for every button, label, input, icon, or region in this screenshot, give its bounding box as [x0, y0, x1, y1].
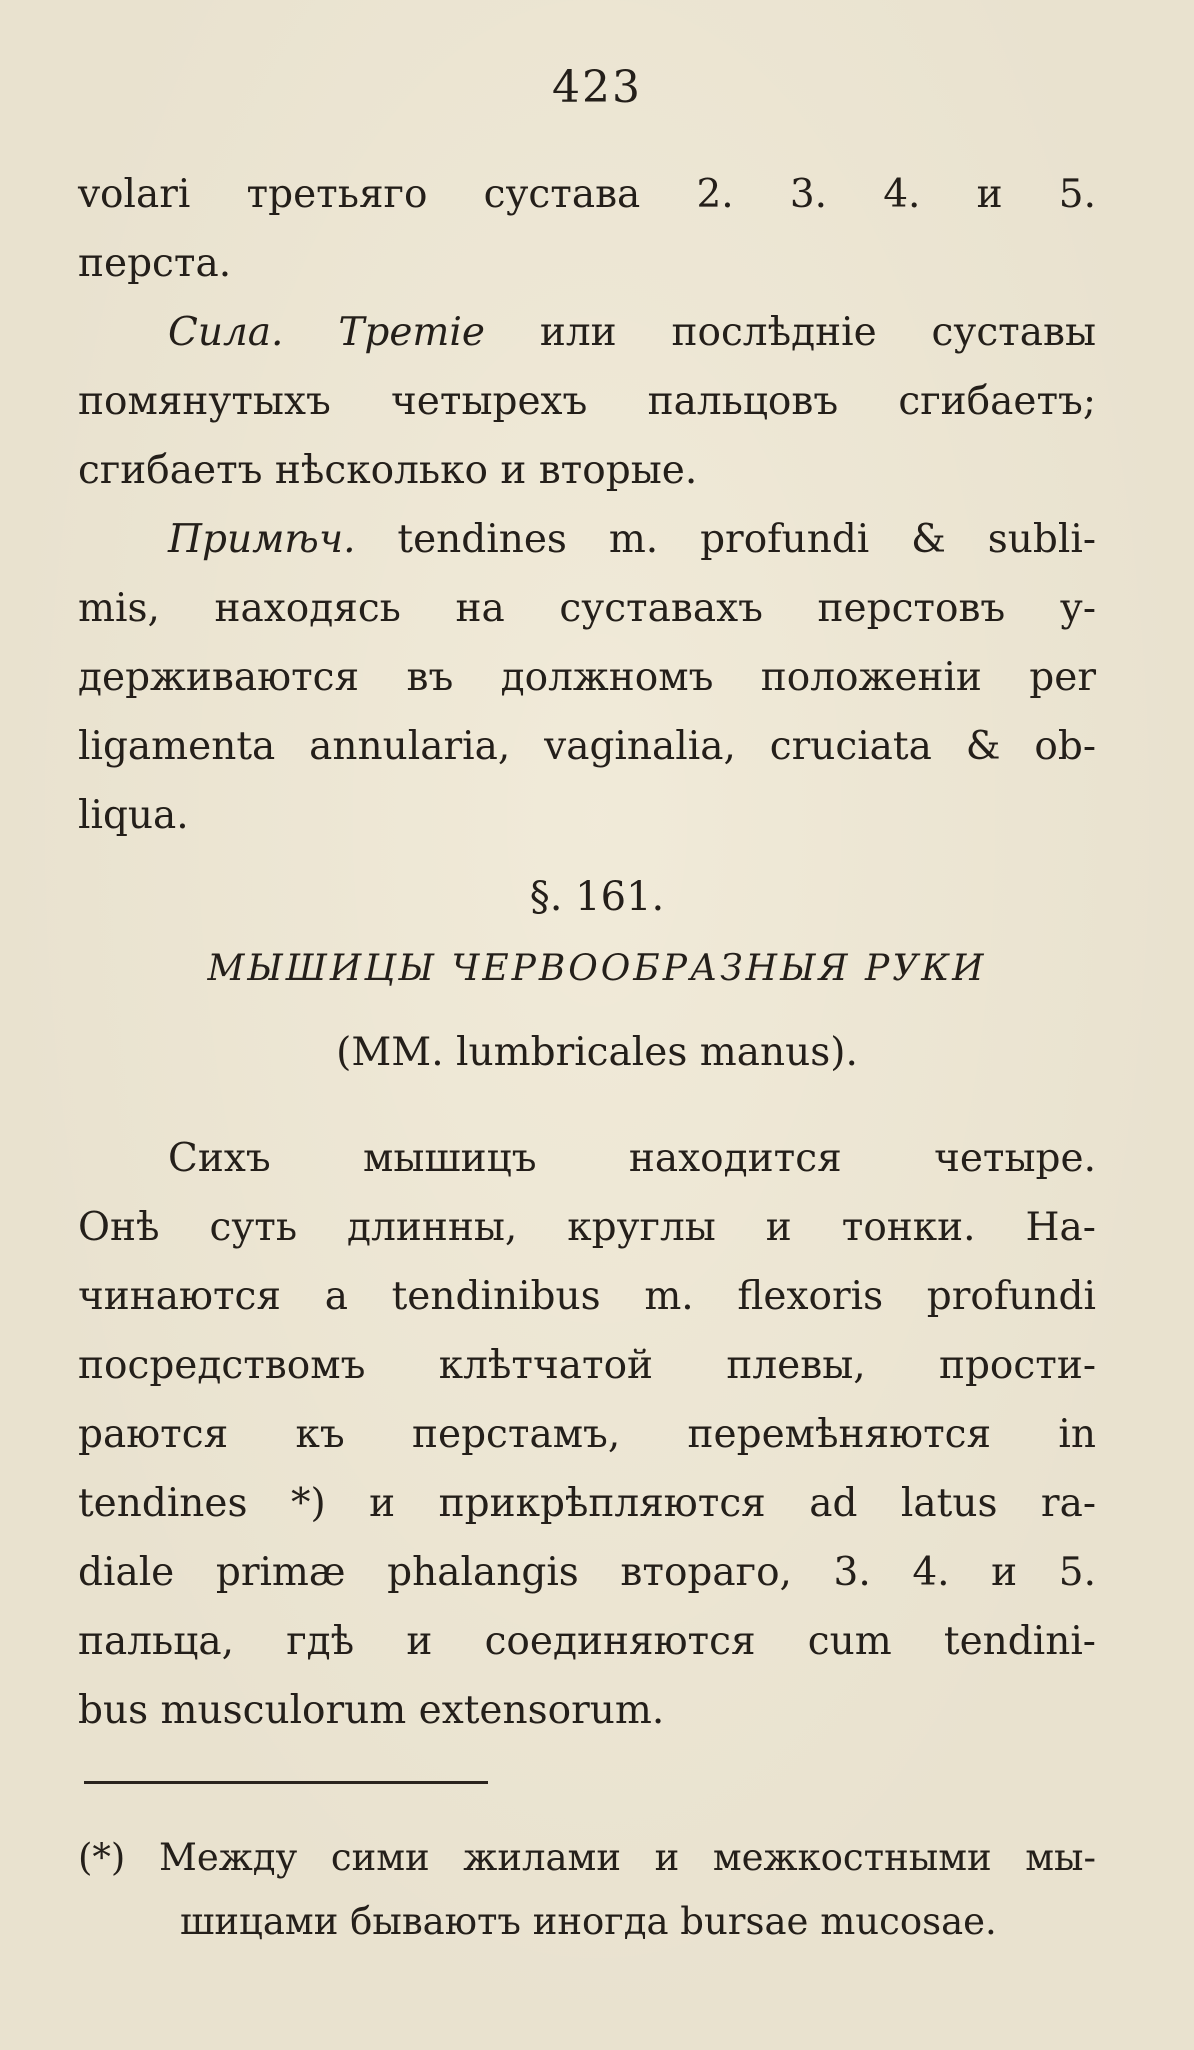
note-label: Примѣч.	[168, 517, 356, 562]
text-line: bus musculorum extensorum.	[78, 1688, 665, 1733]
text-line: liqua.	[78, 793, 189, 838]
text-line: Сихъ мышицъ находится четыре.	[168, 1136, 1096, 1181]
sila-italic: Третіе	[338, 310, 485, 355]
footnote-line: (*) Между сими жилами и межкостными мы-	[78, 1836, 1096, 1879]
footnote-divider	[84, 1781, 488, 1784]
sila-label: Сила.	[168, 310, 284, 355]
text-fragment: или послѣдніе суставы	[539, 310, 1096, 355]
text-line: tendines *) и прикрѣпляются ad latus ra-	[78, 1481, 1096, 1526]
text-line: держиваются въ должномъ положеніи per	[78, 655, 1096, 700]
text-line: volari третьяго сустава 2. 3. 4. и 5.	[78, 172, 1096, 217]
text-line: пальца, гдѣ и соединяются cum tendini-	[78, 1619, 1096, 1664]
sila-line	[78, 298, 1096, 367]
text-line: сгибаетъ нѣсколько и вторые.	[78, 448, 698, 493]
section-number: §. 161.	[529, 874, 665, 920]
text-line: посредствомъ клѣтчатой плевы, прости-	[78, 1343, 1096, 1388]
text-line: Онѣ суть длинны, круглы и тонки. На-	[78, 1205, 1096, 1250]
footnote	[78, 1826, 1096, 1954]
note-line	[78, 505, 1096, 574]
section-title: МЫШИЦЫ ЧЕРВООБРАЗНЫЯ РУКИ	[207, 948, 987, 989]
text-line: diale primæ phalangis втораго, 3. 4. и 5.	[78, 1550, 1096, 1595]
body-paragraph	[78, 1124, 1096, 1745]
page-number: 423	[552, 62, 642, 113]
text-line: чинаются a tendinibus m. flexoris profundi	[78, 1274, 1096, 1319]
text-line: помянутыхъ четырехъ пальцовъ сгибаетъ;	[78, 379, 1096, 424]
text-line: mis, находясь на суставахъ перстовъ у-	[78, 586, 1096, 631]
intro-paragraph	[78, 160, 1096, 850]
text-line: перста.	[78, 241, 232, 286]
footnote-line: шицами бываютъ иногда bursae mucosae.	[180, 1900, 997, 1943]
text-line: раются къ перстамъ, перемѣняются in	[78, 1412, 1096, 1457]
section-latin-title: (MM. lumbricales manus).	[336, 1030, 858, 1075]
text-fragment: tendines m. profundi & subli-	[397, 517, 1097, 562]
text-line: ligamenta annularia, vaginalia, cruciata & ob-	[78, 724, 1096, 769]
